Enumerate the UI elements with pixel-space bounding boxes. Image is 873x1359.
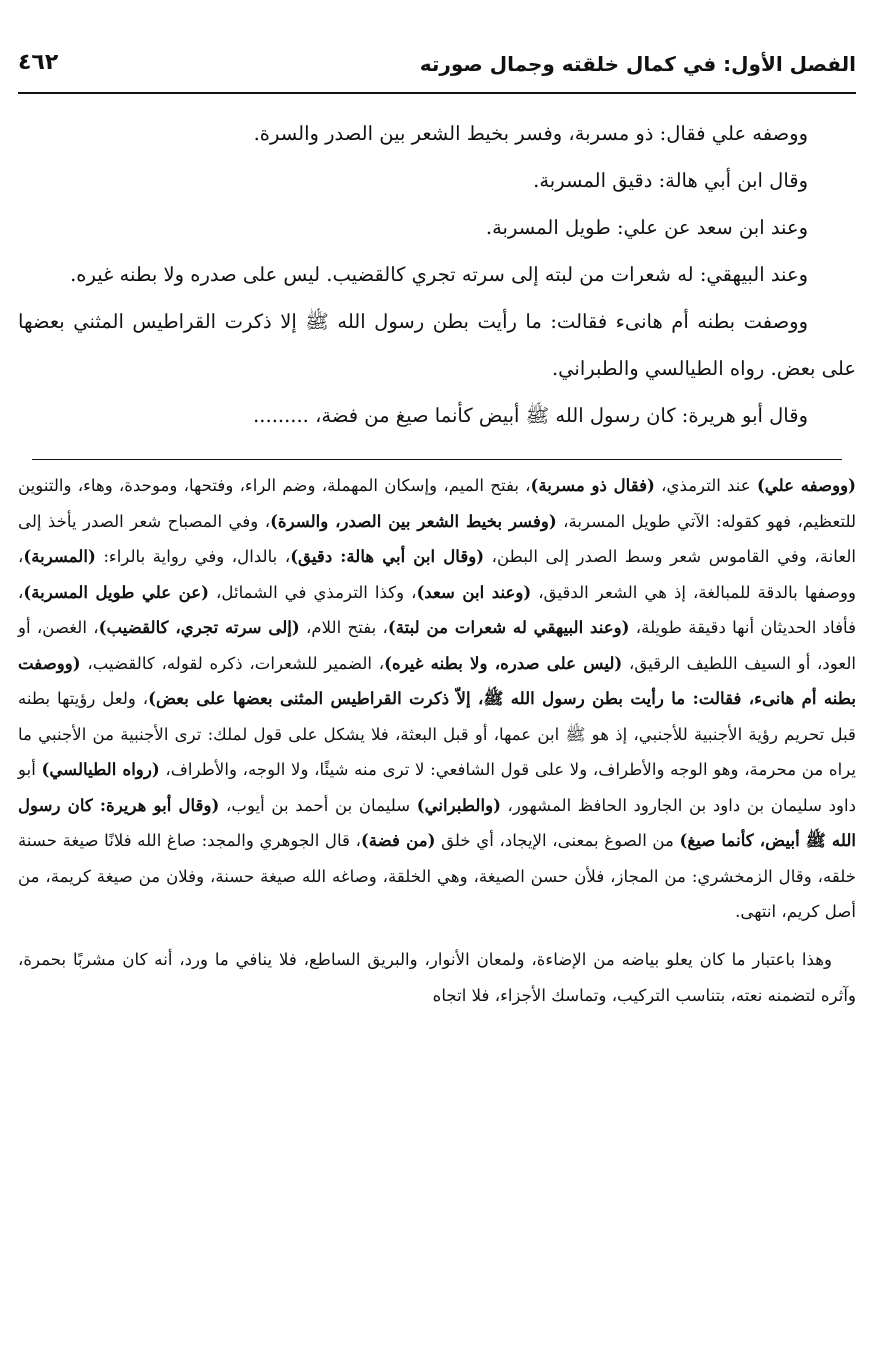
main-paragraph: وقال ابن أبي هالة: دقيق المسربة. bbox=[533, 169, 808, 192]
commentary-text: ، بفتح اللام، bbox=[299, 618, 388, 637]
main-paragraph: وقال أبو هريرة: كان رسول الله ﷺ أبيض كأنما صيغ من فضة، ......... bbox=[253, 404, 808, 427]
commentary-text: سليمان بن أحمد بن أيوب، bbox=[219, 795, 417, 815]
continuation bbox=[18, 942, 856, 1014]
commentary-text: ، وفي المصباح شعر الصدر يأخذ إلى العانة، وفي القاموس شعر وسط الصدر إلى البطن، bbox=[18, 511, 857, 566]
commentary bbox=[18, 468, 856, 930]
commentary-text: ، بالدال، وفي رواية بالراء: bbox=[95, 547, 291, 566]
commentary-text: ، الغصن، أو العود، أو السيف اللطيف الرقيق، bbox=[18, 618, 857, 673]
commentary-text: ، ولعل رؤيتها بطنه قبل تحريم رؤية الأجنبية للأجنبي، إذ هو ﷺ ابن عمها، أو قبل البعثة، فلا يشكل على قول لملك: ترى الأجنبية من الأجنبي ما يراه من محرمة، وهو الوجه والأطراف، ولا على قول الشافعي: لا ترى منه شيئًا، ولا الوجه، والأطراف، bbox=[18, 689, 857, 779]
commentary-text: ، قال الجوهري والمجد: صاغ الله فلانًا صيغة حسنة خلقه، وقال الزمخشري: من المجاز، فلأن حسن الصيغة، وهي الخلقة، وصاغه الله صيغة حسنة، وفلان من صيغة كريمة، من أصل كريم، انتهى. bbox=[18, 831, 856, 921]
commentary-text: ، وكذا الترمذي في الشمائل، bbox=[209, 582, 417, 602]
commentary-lemma: (والطبراني) bbox=[416, 794, 501, 815]
commentary-lemma: (وفسر بخيط الشعر بين الصدر، والسرة) bbox=[270, 510, 557, 531]
commentary-paragraph bbox=[18, 468, 856, 930]
commentary-text: أبو داود سليمان بن داود بن الجارود الحافظ المشهور، bbox=[18, 760, 856, 815]
main-text bbox=[18, 110, 856, 439]
commentary-text: عند الترمذي، bbox=[654, 476, 757, 495]
continuation-paragraph: وهذا باعتبار ما كان يعلو بياضه من الإضاءة، ولمعان الأنوار، والبريق الساطع، فلا ينافي ما ورد، أنه كان مشربًا بحمرة، وآثره لتضمنه نعته، بتناسب التركيب، وتماسك الأجزاء، فلا اتجاه bbox=[18, 949, 856, 1005]
commentary-text: ، فأفاد الحديثان أنها دقيقة طويلة، bbox=[18, 582, 857, 637]
commentary-text: من الصوغ بمعنى، الإيجاد، أي خلق bbox=[435, 831, 680, 850]
commentary-lemma: (فقال ذو مسربة) bbox=[530, 475, 655, 495]
main-paragraph: ووصفه علي فقال: ذو مسربة، وفسر بخيط الشعر بين الصدر والسرة. bbox=[253, 122, 808, 145]
running-header bbox=[18, 48, 856, 94]
commentary-lemma: (وعند البيهقي له شعرات من لبتة) bbox=[387, 617, 630, 637]
commentary-lemma: (عن علي طويل المسربة) bbox=[23, 581, 210, 602]
commentary-lemma: (من فضة) bbox=[360, 830, 436, 850]
commentary-lemma: (وقال أبو هريرة: كان رسول الله ﷺ أبيض، كأنما صيغ) bbox=[18, 794, 856, 850]
commentary-lemma: (إلى سرته تجري، كالقضيب) bbox=[98, 617, 300, 637]
book-page bbox=[18, 48, 856, 1014]
main-paragraph: وعند ابن سعد عن علي: طويل المسربة. bbox=[485, 216, 808, 239]
chapter-title: الفصل الأول: في كمال خلقته وجمال صورته bbox=[419, 52, 856, 76]
commentary-lemma: (المسربة) bbox=[23, 546, 96, 566]
commentary-lemma: (ليس على صدره، ولا بطنه غيره) bbox=[384, 652, 623, 673]
main-paragraph: وعند البيهقي: له شعرات من لبته إلى سرته تجري كالقضيب. ليس على صدره ولا بطنه غيره. bbox=[70, 263, 808, 286]
commentary-lemma: (ووصفت بطنه أم هانىء، فقالت: ما رأيت بطن رسول الله ﷺ، إلاّ ذكرت القراطيس المثنى بعضها على بعض) bbox=[18, 652, 856, 708]
commentary-text: ، الضمير للشعرات، ذكره لقوله، كالقضيب، bbox=[80, 653, 385, 673]
commentary-lemma: (وقال ابن أبي هالة: دقيق) bbox=[290, 546, 485, 566]
commentary-lemma: (وعند ابن سعد) bbox=[416, 581, 532, 602]
commentary-lemma: (ووصفه علي) bbox=[756, 475, 856, 495]
commentary-text: ، ووصفها بالدقة للمبالغة، إذ هي الشعر الدقيق، bbox=[18, 547, 856, 602]
page-number: ٤٦٢ bbox=[18, 50, 59, 75]
commentary-lemma: (رواه الطيالسي) bbox=[41, 759, 160, 779]
commentary-text: ، بفتح الميم، وإسكان المهملة، وضم الراء، وفتحها، وموحدة، وهاء، والتنوين للتعظيم، فهو كقوله: الآتي طويل المسربة، bbox=[18, 476, 856, 531]
main-paragraph: ووصفت بطنه أم هانىء فقالت: ما رأيت بطن رسول الله ﷺ إلا ذكرت القراطيس المثني بعضها على بعض. رواه الطيالسي والطبراني. bbox=[18, 310, 856, 380]
commentary-divider bbox=[32, 459, 842, 460]
